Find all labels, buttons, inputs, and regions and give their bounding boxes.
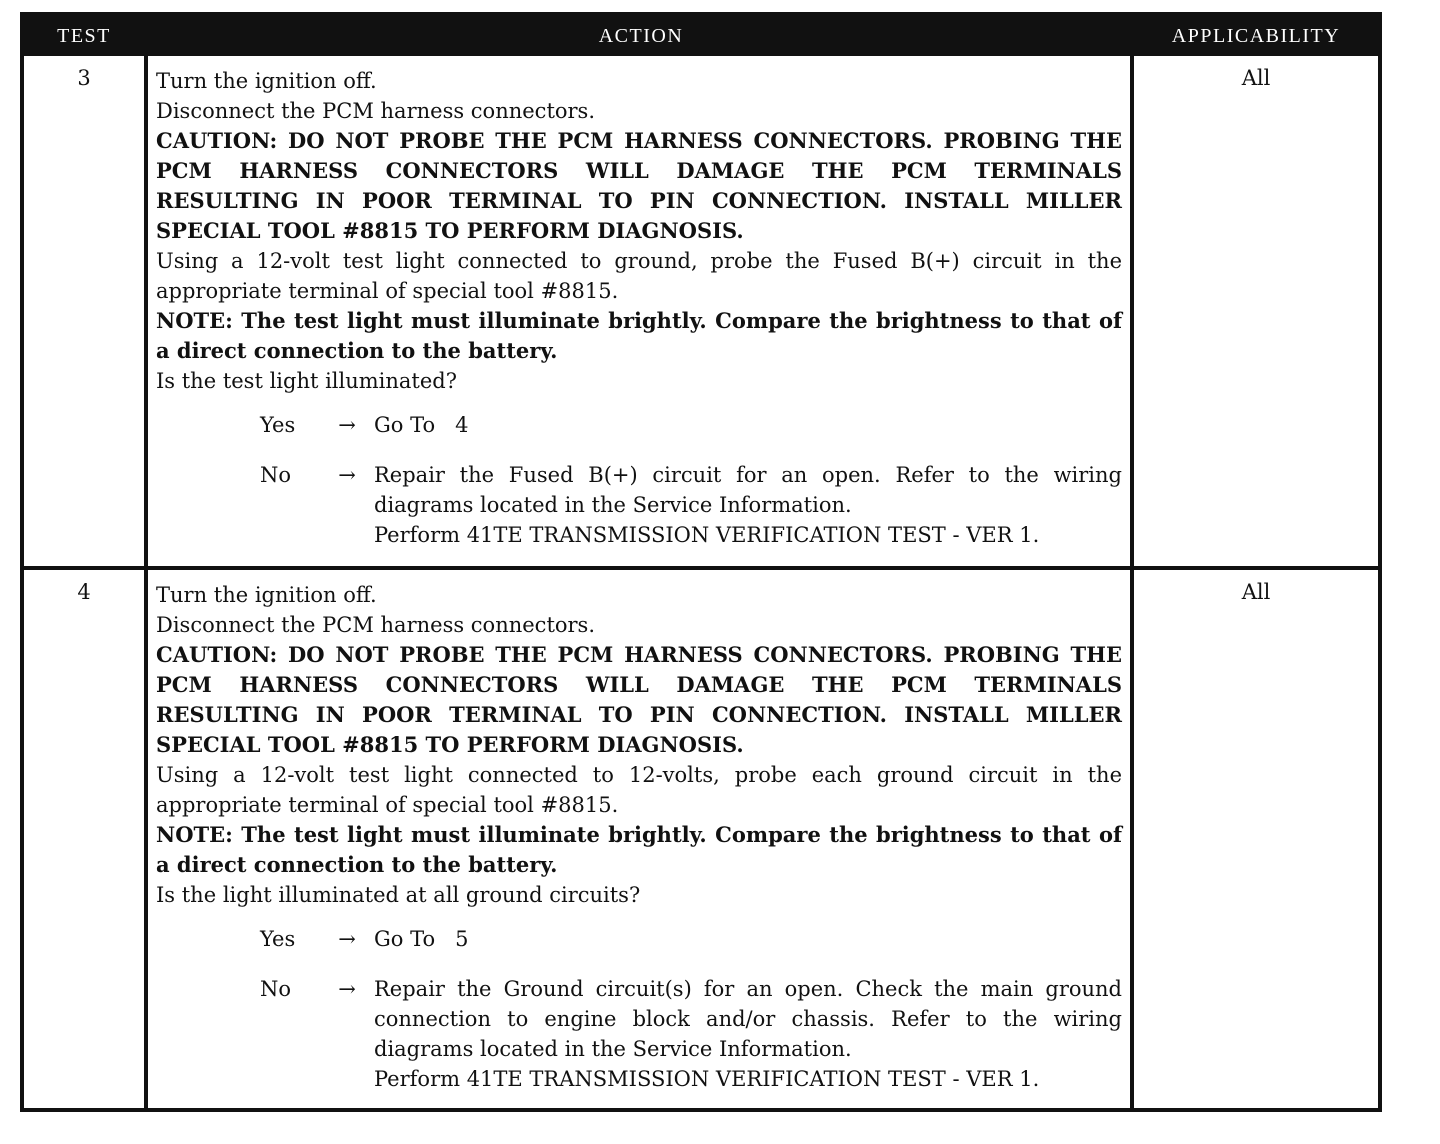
outcome-label: Yes: [260, 927, 296, 951]
header-applicability: APPLICABILITY: [1171, 25, 1341, 47]
outcome-no: [156, 974, 1122, 1094]
outcome-yes: [156, 924, 1122, 954]
header-action: ACTION: [598, 25, 684, 47]
note-text: NOTE: The test light must illuminate brightly. Compare the brightness to that of a direct connection to the battery.: [156, 822, 1122, 877]
action-step: Turn the ignition off.: [156, 583, 377, 607]
question-text: Is the test light illuminated?: [156, 369, 458, 393]
applicability-value: All: [1241, 66, 1271, 90]
table-header: [24, 16, 1378, 56]
instruction-text: Using a 12-volt test light connected to 12-volts, probe each ground circuit in the appropriate terminal of special tool #8815.: [156, 763, 1122, 817]
action-step: Turn the ignition off.: [156, 69, 377, 93]
outcome-label: No: [260, 977, 292, 1001]
outcome-perform: Perform 41TE TRANSMISSION VERIFICATION TEST - VER 1.: [374, 1067, 1040, 1091]
question-text: Is the light illuminated at all ground circuits?: [156, 883, 641, 907]
instruction-text: Using a 12-volt test light connected to ground, probe the Fused B(+) circuit in the appropriate terminal of special tool #8815.: [156, 249, 1122, 303]
applicability-value: All: [1241, 580, 1271, 604]
action-step: Disconnect the PCM harness connectors.: [156, 613, 596, 637]
outcome-label: Yes: [260, 413, 296, 437]
action-cell: [156, 580, 1122, 1094]
outcomes: [156, 410, 1122, 550]
table-row: [24, 570, 1378, 1109]
test-number: 3: [77, 66, 91, 90]
action-step: Disconnect the PCM harness connectors.: [156, 99, 596, 123]
table-row: [24, 56, 1378, 568]
outcome-text: Go To 5: [374, 927, 469, 951]
action-cell: [156, 66, 1122, 550]
arrow-icon: →: [338, 463, 356, 487]
caution-text: CAUTION: DO NOT PROBE THE PCM HARNESS CONNECTORS. PROBING THE PCM HARNESS CONNECTORS WILL DAMAGE THE PCM TERMINALS RESULTING IN POOR TERMINAL TO PIN CONNECTION. INSTALL MILLER SPECIAL TOOL #8815 TO PERFORM DIAGNOSIS.: [156, 128, 1122, 243]
outcome-text: Repair the Ground circuit(s) for an open. Check the main ground connection to engine block and/or chassis. Refer to the wiring diagrams located in the Service Information.: [374, 977, 1122, 1061]
outcome-text: Go To 4: [374, 413, 469, 437]
outcomes: [156, 924, 1122, 1094]
outcome-text: Repair the Fused B(+) circuit for an open. Refer to the wiring diagrams located in the Service Information.: [374, 463, 1122, 517]
test-number: 4: [77, 580, 91, 604]
outcome-yes: [156, 410, 1122, 440]
outcome-label: No: [260, 463, 292, 487]
arrow-icon: →: [338, 927, 356, 951]
arrow-icon: →: [338, 413, 356, 437]
outcome-text-block: [374, 974, 1122, 1094]
outcome-perform: Perform 41TE TRANSMISSION VERIFICATION TEST - VER 1.: [374, 523, 1040, 547]
arrow-icon: →: [338, 977, 356, 1001]
note-text: NOTE: The test light must illuminate brightly. Compare the brightness to that of a direct connection to the battery.: [156, 308, 1122, 363]
outcome-no: [156, 460, 1122, 550]
caution-text: CAUTION: DO NOT PROBE THE PCM HARNESS CONNECTORS. PROBING THE PCM HARNESS CONNECTORS WILL DAMAGE THE PCM TERMINALS RESULTING IN POOR TERMINAL TO PIN CONNECTION. INSTALL MILLER SPECIAL TOOL #8815 TO PERFORM DIAGNOSIS.: [156, 642, 1122, 757]
diagnostic-table: [20, 12, 1382, 1112]
outcome-text-block: [374, 460, 1122, 550]
header-test: TEST: [57, 25, 111, 47]
